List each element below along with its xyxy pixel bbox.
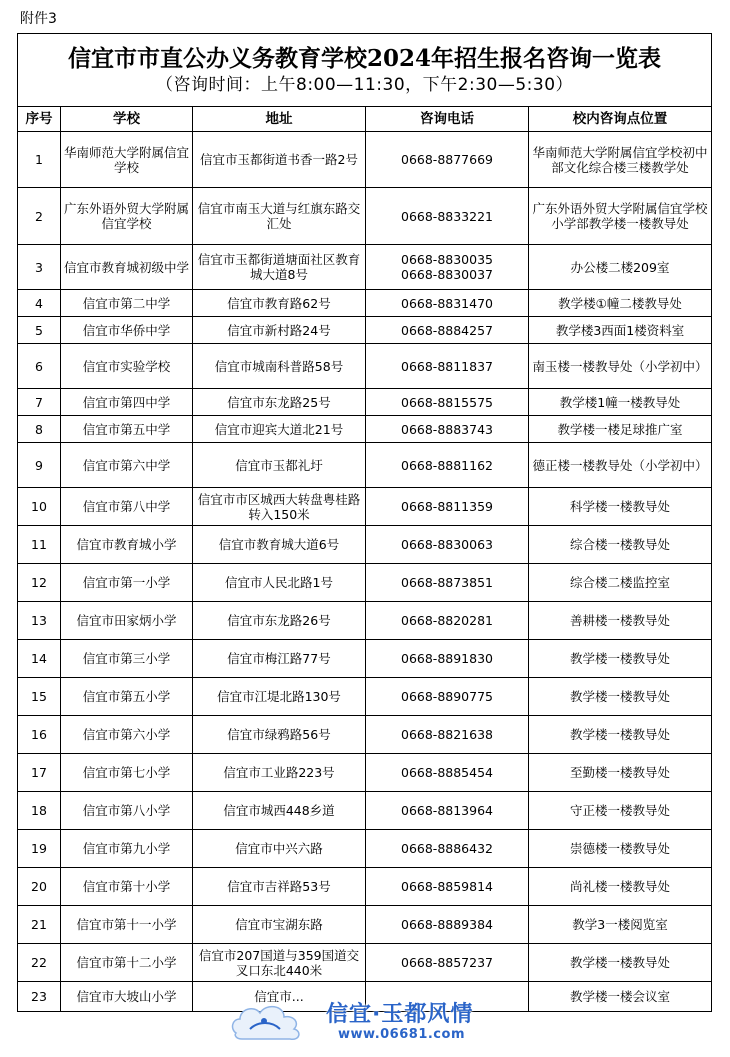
- cell-no: 22: [18, 944, 61, 982]
- cell-school: 信宜市第五中学: [61, 416, 193, 443]
- phone-primary: 0668-8859814: [401, 879, 493, 894]
- cell-phone: [366, 640, 529, 678]
- cell-phone: [366, 132, 529, 188]
- table-row: [18, 754, 712, 792]
- cell-address: 信宜市城西448乡道: [193, 792, 366, 830]
- header-school: 学校: [61, 107, 193, 132]
- cell-school: 信宜市教育城初级中学: [61, 245, 193, 290]
- table-row: [18, 290, 712, 317]
- cell-phone: [366, 317, 529, 344]
- cell-location: 教学3一楼阅览室: [529, 906, 712, 944]
- cell-location: 教学楼一楼教导处: [529, 678, 712, 716]
- phone-primary: 0668-8873851: [401, 575, 493, 590]
- table-row: [18, 132, 712, 188]
- cell-location: 崇德楼一楼教导处: [529, 830, 712, 868]
- cell-phone: [366, 716, 529, 754]
- table-row: [18, 716, 712, 754]
- cell-phone: [366, 344, 529, 389]
- cell-location: 教学楼一楼教导处: [529, 716, 712, 754]
- cell-address: 信宜市新村路24号: [193, 317, 366, 344]
- cell-no: 19: [18, 830, 61, 868]
- cell-location: 尚礼楼一楼教导处: [529, 868, 712, 906]
- table-row: [18, 416, 712, 443]
- cell-address: 信宜市城南科普路58号: [193, 344, 366, 389]
- table-row: [18, 245, 712, 290]
- table-row: [18, 944, 712, 982]
- cell-phone: [366, 868, 529, 906]
- phone-primary: 0668-8820281: [401, 613, 493, 628]
- cell-address: 信宜市中兴六路: [193, 830, 366, 868]
- cell-location: 教学楼一楼会议室: [529, 982, 712, 1012]
- table-row: [18, 526, 712, 564]
- phone-primary: 0668-8811837: [401, 358, 493, 374]
- table-row: [18, 868, 712, 906]
- cell-no: 11: [18, 526, 61, 564]
- watermark-url: www.06681.com: [338, 1027, 465, 1042]
- attachment-label: 附件3: [20, 11, 57, 27]
- phone-primary: 0668-8884257: [401, 322, 493, 338]
- header-address: 地址: [193, 107, 366, 132]
- cell-location: 至勤楼一楼教导处: [529, 754, 712, 792]
- phone-primary: 0668-8833221: [401, 208, 493, 224]
- cell-no: 15: [18, 678, 61, 716]
- page-title: 信宜市市直公办义务教育学校2024年招生报名咨询一览表: [68, 45, 662, 72]
- cell-school: 信宜市第九小学: [61, 830, 193, 868]
- cell-address: 信宜市江堤北路130号: [193, 678, 366, 716]
- phone-primary: 0668-8857237: [401, 955, 493, 970]
- cell-school: 信宜市第二中学: [61, 290, 193, 317]
- cell-school: 信宜市第六小学: [61, 716, 193, 754]
- cell-location: 教学楼一楼教导处: [529, 944, 712, 982]
- cell-address: 信宜市...: [193, 982, 366, 1012]
- cloud-logo-icon: [228, 999, 318, 1043]
- header-location: 校内咨询点位置: [529, 107, 712, 132]
- cell-no: 2: [18, 188, 61, 245]
- cell-phone: [366, 443, 529, 488]
- cell-location: 教学楼1幢一楼教导处: [529, 389, 712, 416]
- cell-location: 善耕楼一楼教导处: [529, 602, 712, 640]
- table-row: [18, 792, 712, 830]
- cell-no: 5: [18, 317, 61, 344]
- cell-no: 10: [18, 488, 61, 526]
- cell-address: 信宜市吉祥路53号: [193, 868, 366, 906]
- phone-primary: 0668-8830063: [401, 537, 493, 552]
- cell-no: 21: [18, 906, 61, 944]
- title-cell: [18, 34, 712, 107]
- cell-address: 信宜市玉都街道书香一路2号: [193, 132, 366, 188]
- cell-no: 1: [18, 132, 61, 188]
- cell-phone: [366, 678, 529, 716]
- cell-address: 信宜市教育路62号: [193, 290, 366, 317]
- header-row: [18, 107, 712, 132]
- cell-no: 18: [18, 792, 61, 830]
- cell-address: 信宜市市区城西大转盘粤桂路转入150米: [193, 488, 366, 526]
- cell-phone: [366, 416, 529, 443]
- cell-address: 信宜市东龙路26号: [193, 602, 366, 640]
- cell-address: 信宜市教育城大道6号: [193, 526, 366, 564]
- cell-phone: [366, 830, 529, 868]
- cell-location: 德正楼一楼教导处（小学初中）: [529, 443, 712, 488]
- table-body: [18, 132, 712, 1012]
- watermark: [228, 995, 518, 1049]
- cell-school: 广东外语外贸大学附属信宜学校: [61, 188, 193, 245]
- cell-school: 信宜市第六中学: [61, 443, 193, 488]
- cell-address: 信宜市玉都礼圩: [193, 443, 366, 488]
- cell-school: 信宜市第十二小学: [61, 944, 193, 982]
- table-row: [18, 564, 712, 602]
- cell-no: 20: [18, 868, 61, 906]
- phone-primary: 0668-8831470: [401, 295, 493, 311]
- header-no: 序号: [18, 107, 61, 132]
- cell-location: 南玉楼一楼教导处（小学初中）: [529, 344, 712, 389]
- cell-school: 华南师范大学附属信宜学校: [61, 132, 193, 188]
- enrollment-table: [17, 33, 712, 1012]
- cell-location: 办公楼二楼209室: [529, 245, 712, 290]
- cell-no: 17: [18, 754, 61, 792]
- cell-address: 信宜市玉都街道塘面社区教育城大道8号: [193, 245, 366, 290]
- table-row: [18, 488, 712, 526]
- table-row: [18, 602, 712, 640]
- cell-no: 13: [18, 602, 61, 640]
- cell-phone: [366, 245, 529, 290]
- phone-primary: 0668-8813964: [401, 803, 493, 818]
- cell-no: 12: [18, 564, 61, 602]
- cell-school: 信宜市大坡山小学: [61, 982, 193, 1012]
- cell-school: 信宜市教育城小学: [61, 526, 193, 564]
- cell-phone: [366, 564, 529, 602]
- cell-location: 教学楼一楼足球推广室: [529, 416, 712, 443]
- cell-school: 信宜市田家炳小学: [61, 602, 193, 640]
- cell-school: 信宜市华侨中学: [61, 317, 193, 344]
- phone-primary: 0668-8811359: [401, 499, 493, 514]
- table-row: [18, 344, 712, 389]
- cell-no: 23: [18, 982, 61, 1012]
- cell-phone: [366, 389, 529, 416]
- table-row: [18, 443, 712, 488]
- cell-phone: [366, 754, 529, 792]
- cell-location: 综合楼一楼教导处: [529, 526, 712, 564]
- phone-primary: 0668-8886432: [401, 841, 493, 856]
- cell-school: 信宜市第五小学: [61, 678, 193, 716]
- cell-address: 信宜市人民北路1号: [193, 564, 366, 602]
- table-row: [18, 317, 712, 344]
- cell-no: 8: [18, 416, 61, 443]
- cell-no: 14: [18, 640, 61, 678]
- cell-phone: [366, 906, 529, 944]
- cell-location: 教学楼①幢二楼教导处: [529, 290, 712, 317]
- table-row: [18, 678, 712, 716]
- phone-secondary: 0668-8830037: [401, 267, 493, 282]
- cell-no: 6: [18, 344, 61, 389]
- cell-no: 9: [18, 443, 61, 488]
- cell-phone: [366, 526, 529, 564]
- cell-address: 信宜市梅江路77号: [193, 640, 366, 678]
- header-phone: 咨询电话: [366, 107, 529, 132]
- cell-location: 教学楼一楼教导处: [529, 640, 712, 678]
- phone-primary: 0668-8891830: [401, 651, 493, 666]
- cell-no: 4: [18, 290, 61, 317]
- phone-primary: 0668-8883743: [401, 421, 493, 437]
- cell-school: 信宜市第七小学: [61, 754, 193, 792]
- table-row: [18, 906, 712, 944]
- phone-primary: 0668-8830035: [401, 252, 493, 267]
- cell-location: 广东外语外贸大学附属信宜学校小学部教学楼一楼教导处: [529, 188, 712, 245]
- cell-location: 科学楼一楼教导处: [529, 488, 712, 526]
- phone-primary: 0668-8877669: [401, 152, 493, 167]
- phone-primary: 0668-8890775: [401, 689, 493, 704]
- cell-address: 信宜市宝湖东路: [193, 906, 366, 944]
- phone-primary: 0668-8821638: [401, 727, 493, 742]
- cell-school: 信宜市实验学校: [61, 344, 193, 389]
- phone-primary: 0668-8881162: [401, 457, 493, 473]
- cell-location: 守正楼一楼教导处: [529, 792, 712, 830]
- cell-address: 信宜市绿鸦路56号: [193, 716, 366, 754]
- cell-school: 信宜市第八中学: [61, 488, 193, 526]
- cell-school: 信宜市第四中学: [61, 389, 193, 416]
- cell-location: 华南师范大学附属信宜学校初中部文化综合楼三楼教学处: [529, 132, 712, 188]
- page-subtitle: （咨询时间：上午8:00—11:30，下午2:30—5:30）: [156, 75, 574, 95]
- cell-address: 信宜市工业路223号: [193, 754, 366, 792]
- cell-address: 信宜市207国道与359国道交叉口东北440米: [193, 944, 366, 982]
- cell-address: 信宜市南玉大道与红旗东路交汇处: [193, 188, 366, 245]
- table-row: [18, 188, 712, 245]
- cell-school: 信宜市第十一小学: [61, 906, 193, 944]
- cell-phone: [366, 944, 529, 982]
- table-row: [18, 389, 712, 416]
- cell-location: 教学楼3西面1楼资料室: [529, 317, 712, 344]
- cell-no: 7: [18, 389, 61, 416]
- cell-no: 16: [18, 716, 61, 754]
- table-row: [18, 830, 712, 868]
- watermark-text: 信宜·玉都风情: [326, 1002, 474, 1027]
- cell-phone: [366, 188, 529, 245]
- cell-phone: [366, 488, 529, 526]
- cell-location: 综合楼二楼监控室: [529, 564, 712, 602]
- phone-primary: 0668-8885454: [401, 765, 493, 780]
- cell-address: 信宜市迎宾大道北21号: [193, 416, 366, 443]
- phone-primary: 0668-8815575: [401, 394, 493, 410]
- cell-address: 信宜市东龙路25号: [193, 389, 366, 416]
- cell-school: 信宜市第十小学: [61, 868, 193, 906]
- cell-no: 3: [18, 245, 61, 290]
- cell-phone: [366, 290, 529, 317]
- cell-school: 信宜市第八小学: [61, 792, 193, 830]
- cell-phone: [366, 792, 529, 830]
- cell-phone: [366, 602, 529, 640]
- table-row: [18, 640, 712, 678]
- cell-school: 信宜市第三小学: [61, 640, 193, 678]
- phone-primary: 0668-8889384: [401, 917, 493, 932]
- cell-school: 信宜市第一小学: [61, 564, 193, 602]
